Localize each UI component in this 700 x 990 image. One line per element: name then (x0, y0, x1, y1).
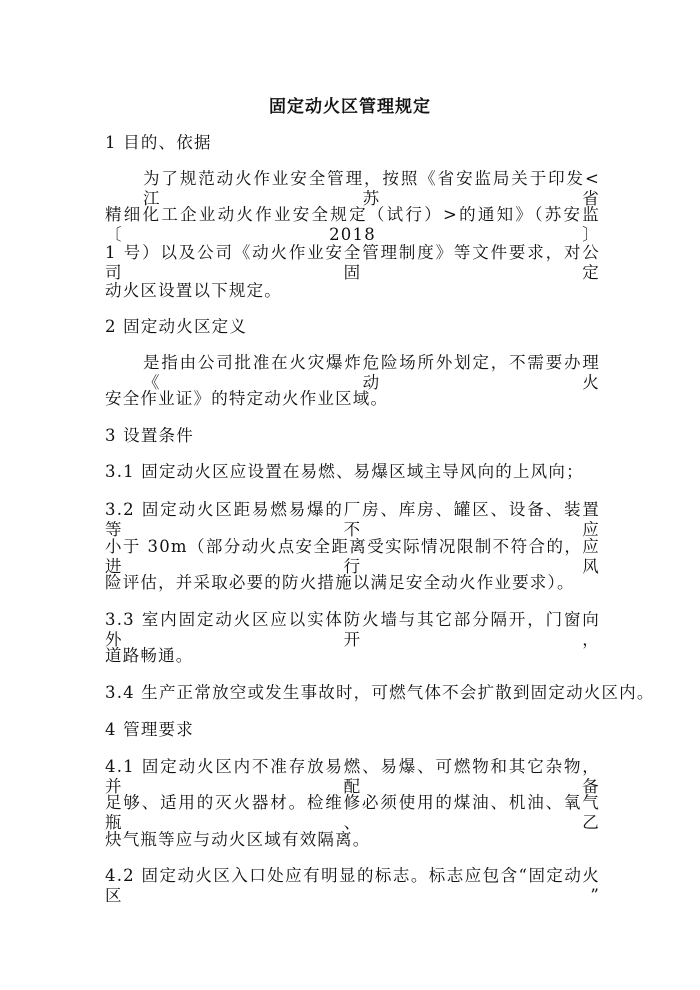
paragraph-line: 是指由公司批准在火灾爆炸危险场所外划定，不需要办理《动火 (143, 353, 600, 392)
paragraph-line: 为了规范动火作业安全管理，按照《省安监局关于印发<江苏省 (143, 169, 600, 208)
clause-line: 4.1 固定动火区内不准存放易燃、易爆、可燃物和其它杂物，并配备 (105, 757, 600, 796)
section-heading: 4 管理要求 (105, 720, 194, 739)
paragraph-line: 安全作业证》的特定动火作业区域。 (105, 389, 389, 408)
clause-line: 道路畅通。 (105, 646, 194, 665)
section-heading: 2 固定动火区定义 (105, 317, 248, 336)
clause-line: 险评估，并采取必要的防火措施以满足安全动火作业要求）。 (105, 573, 575, 592)
clause-line: 炔气瓶等应与动火区域有效隔离。 (105, 830, 371, 849)
document-title: 固定动火区管理规定 (269, 97, 431, 117)
paragraph-line: 精细化工企业动火作业安全规定（试行）>的通知》（苏安监〔2018〕 (105, 205, 600, 244)
section-heading: 3 设置条件 (105, 426, 194, 445)
clause-line: 3.1 固定动火区应设置在易燃、易爆区域主导风向的上风向； (105, 462, 584, 481)
clause-line: 3.3 室内固定动火区应以实体防火墙与其它部分隔开，门窗向外开， (105, 610, 600, 649)
paragraph-line: 1 号）以及公司《动火作业安全管理制度》等文件要求，对公司固定 (105, 243, 600, 282)
clause-line: 4.2 固定动火区入口处应有明显的标志。标志应包含“固定动火区” (105, 866, 600, 905)
section-heading: 1 目的、依据 (105, 133, 212, 152)
clause-line: 3.4 生产正常放空或发生事故时，可燃气体不会扩散到固定动火区内。 (105, 683, 655, 702)
clause-line: 小于 30m（部分动火点安全距离受实际情况限制不符合的，应进行风 (105, 537, 600, 576)
paragraph-line: 动火区设置以下规定。 (105, 281, 282, 300)
clause-line: 足够、适用的灭火器材。检维修必须使用的煤油、机油、氧气瓶、乙 (105, 793, 600, 832)
clause-line: 3.2 固定动火区距易燃易爆的厂房、库房、罐区、设备、装置等不应 (105, 500, 600, 539)
